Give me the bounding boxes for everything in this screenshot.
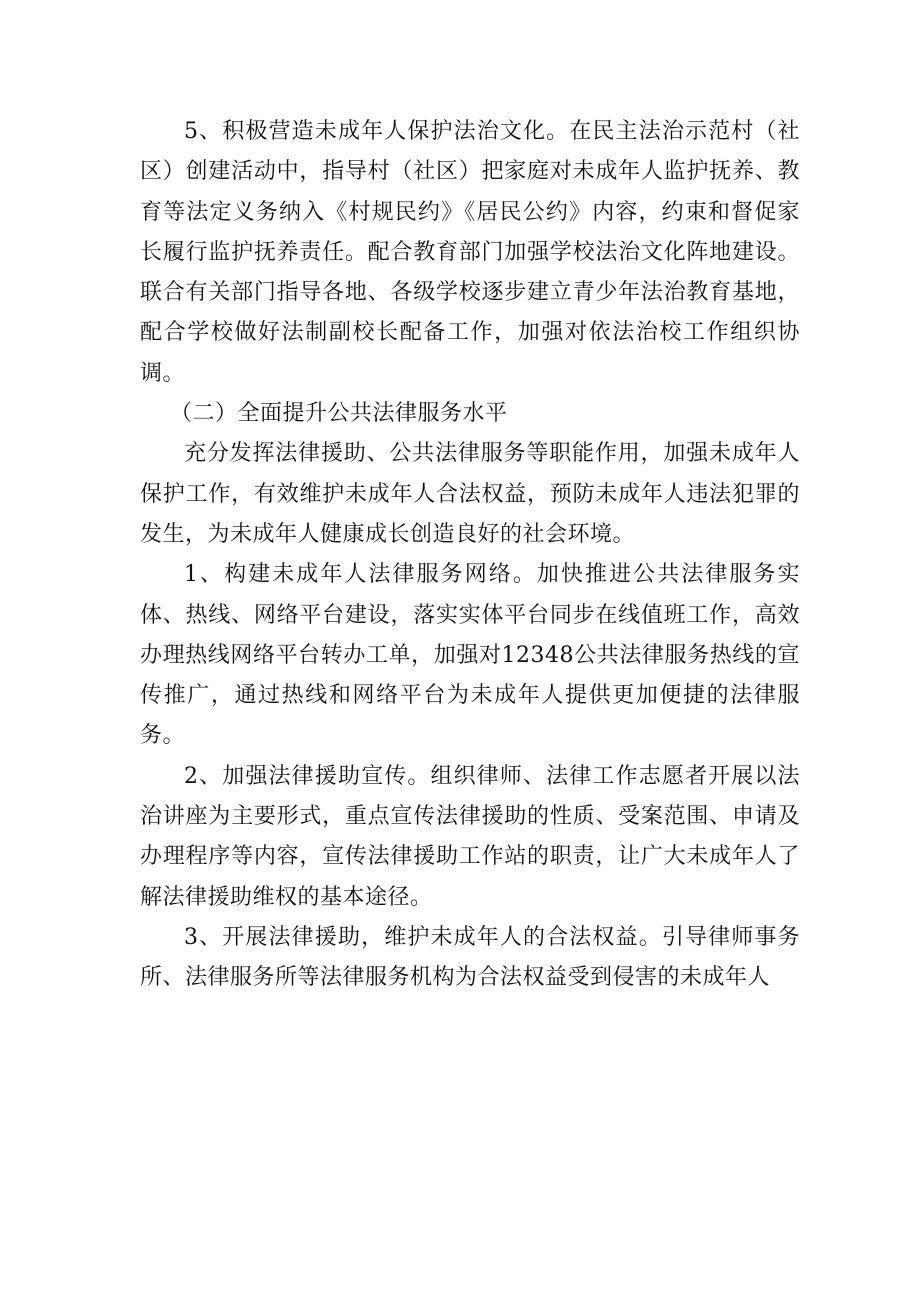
- section-heading-legal-services: （二）全面提升公共法律服务水平: [170, 401, 508, 427]
- paragraph-item-1-network: 1、构建未成年人法律服务网络。加快推进公共法律服务实体、热线、网络平台建设，落实实体平台同步在线值班工作，高效办理热线网络平台转办工单，加强对12348公共法律服务热线的宣传推广，通过热线和网络平台为未成年人提供更加便捷的法律服务。: [140, 562, 800, 749]
- paragraph-item-5-culture: 5、积极营造未成年人保护法治文化。在民主法治示范村（社区）创建活动中，指导村（社区）把家庭对未成年人监护抚养、教育等法定义务纳入《村规民约》《居民公约》内容，约束和督促家长履行监护抚养责任。配合教育部门加强学校法治文化阵地建设。联合有关部门指导各地、各级学校逐步建立青少年法治教育基地，配合学校做好法制副校长配备工作，加强对依法治校工作组织协调。: [140, 119, 800, 386]
- document-body: [140, 112, 800, 999]
- paragraph-item-3-legal-aid: 3、开展法律援助，维护未成年人的合法权益。引导律师事务所、法律服务所等法律服务机构为合法权益受到侵害的未成年人: [140, 924, 800, 991]
- paragraph-item-2-publicity: 2、加强法律援助宣传。组织律师、法律工作志愿者开展以法治讲座为主要形式，重点宣传法律援助的性质、受案范围、申请及办理程序等内容，宣传法律援助工作站的职责，让广大未成年人了解法律援助维权的基本途径。: [140, 763, 800, 910]
- paragraph-section-intro: 充分发挥法律援助、公共法律服务等职能作用，加强未成年人保护工作，有效维护未成年人合法权益，预防未成年人违法犯罪的发生，为未成年人健康成长创造良好的社会环境。: [140, 441, 800, 547]
